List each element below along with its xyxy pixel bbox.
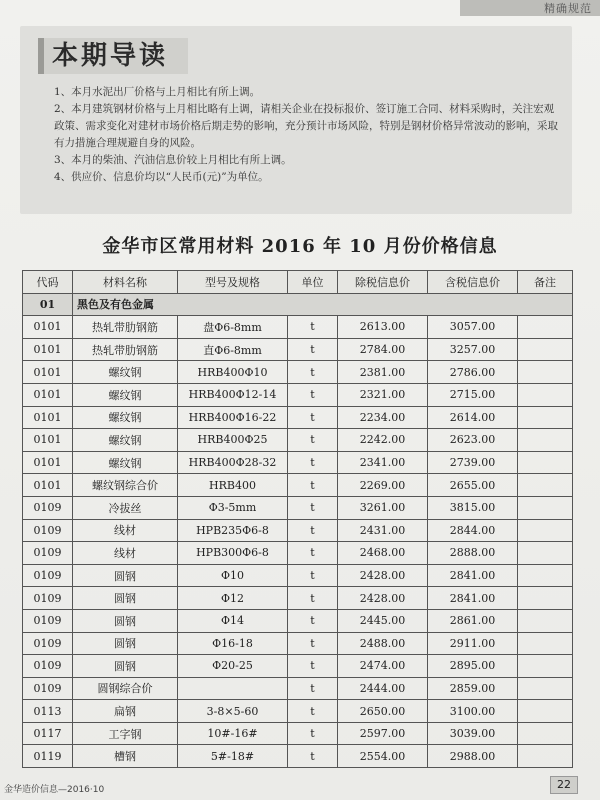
category-code: 01 xyxy=(23,293,73,316)
page-number: 22 xyxy=(550,776,578,794)
cell-spec: 直Φ6-8mm xyxy=(178,338,288,361)
cell-note xyxy=(518,338,573,361)
cell-inc-tax: 2988.00 xyxy=(428,745,518,768)
table-row xyxy=(23,745,573,768)
cell-inc-tax: 2859.00 xyxy=(428,677,518,700)
table-row xyxy=(23,383,573,406)
cell-name: 槽钢 xyxy=(73,745,178,768)
intro-paragraph: 1、本月水泥出厂价格与上月相比有所上调。 xyxy=(54,86,261,98)
table-row xyxy=(23,632,573,655)
cell-code: 0119 xyxy=(23,745,73,768)
intro-paragraph: 2、本月建筑钢材价格与上月相比略有上调，请相关企业在投标报价、签订施工合同、材料采购时，关注宏观政策、需求变化对建材市场价格后期走势的影响，充分预计市场风险，特别是钢材价格异常波动的影响，采取有力措施合理规避自身的风险。 xyxy=(54,103,558,149)
cell-code: 0101 xyxy=(23,451,73,474)
table-row xyxy=(23,564,573,587)
table-row xyxy=(23,587,573,610)
cell-note xyxy=(518,632,573,655)
cell-unit: t xyxy=(288,474,338,497)
cell-unit: t xyxy=(288,700,338,723)
cell-spec: Φ16-18 xyxy=(178,632,288,655)
cell-note xyxy=(518,406,573,429)
table-row xyxy=(23,338,573,361)
cell-spec: Φ12 xyxy=(178,587,288,610)
cell-inc-tax: 2888.00 xyxy=(428,542,518,565)
col-header-inc-tax: 含税信息价 xyxy=(428,271,518,294)
cell-note xyxy=(518,609,573,632)
cell-ex-tax: 2321.00 xyxy=(338,383,428,406)
col-header-spec: 型号及规格 xyxy=(178,271,288,294)
cell-unit: t xyxy=(288,655,338,678)
cell-code: 0101 xyxy=(23,383,73,406)
col-header-ex-tax: 除税信息价 xyxy=(338,271,428,294)
cell-note xyxy=(518,542,573,565)
price-table xyxy=(22,270,573,768)
cell-ex-tax: 2381.00 xyxy=(338,361,428,384)
cell-ex-tax: 2784.00 xyxy=(338,338,428,361)
intro-paragraph: 3、本月的柴油、汽油信息价较上月相比有所上调。 xyxy=(54,154,292,166)
cell-code: 0117 xyxy=(23,722,73,745)
intro-box xyxy=(20,26,572,214)
table-row xyxy=(23,722,573,745)
cell-code: 0109 xyxy=(23,542,73,565)
cell-name: 工字钢 xyxy=(73,722,178,745)
cell-spec: Φ14 xyxy=(178,609,288,632)
table-row xyxy=(23,316,573,339)
header-strip xyxy=(460,0,600,16)
table-header-row xyxy=(23,271,573,294)
table-row xyxy=(23,361,573,384)
cell-ex-tax: 2234.00 xyxy=(338,406,428,429)
cell-inc-tax: 3257.00 xyxy=(428,338,518,361)
cell-note xyxy=(518,722,573,745)
cell-unit: t xyxy=(288,338,338,361)
cell-inc-tax: 2715.00 xyxy=(428,383,518,406)
cell-spec: Φ3-5mm xyxy=(178,496,288,519)
cell-name: 螺纹钢 xyxy=(73,406,178,429)
cell-unit: t xyxy=(288,383,338,406)
table-title: 金华市区常用材料 2016 年 10 月份价格信息 xyxy=(102,236,498,257)
cell-name: 圆钢 xyxy=(73,632,178,655)
cell-ex-tax: 2597.00 xyxy=(338,722,428,745)
cell-unit: t xyxy=(288,609,338,632)
table-row xyxy=(23,429,573,452)
cell-ex-tax: 2428.00 xyxy=(338,564,428,587)
cell-spec: HPB300Φ6-8 xyxy=(178,542,288,565)
cell-inc-tax: 2614.00 xyxy=(428,406,518,429)
cell-ex-tax: 2488.00 xyxy=(338,632,428,655)
table-row xyxy=(23,519,573,542)
cell-ex-tax: 2444.00 xyxy=(338,677,428,700)
cell-inc-tax: 3100.00 xyxy=(428,700,518,723)
cell-name: 热轧带肋钢筋 xyxy=(73,338,178,361)
cell-ex-tax: 2428.00 xyxy=(338,587,428,610)
cell-spec: HRB400Φ28-32 xyxy=(178,451,288,474)
col-header-note: 备注 xyxy=(518,271,573,294)
cell-unit: t xyxy=(288,745,338,768)
table-row xyxy=(23,496,573,519)
cell-unit: t xyxy=(288,722,338,745)
cell-name: 圆钢 xyxy=(73,587,178,610)
cell-inc-tax: 2655.00 xyxy=(428,474,518,497)
cell-name: 线材 xyxy=(73,519,178,542)
cell-name: 圆钢 xyxy=(73,609,178,632)
cell-spec: Φ10 xyxy=(178,564,288,587)
cell-inc-tax: 2844.00 xyxy=(428,519,518,542)
cell-inc-tax: 2861.00 xyxy=(428,609,518,632)
cell-note xyxy=(518,383,573,406)
cell-code: 0109 xyxy=(23,587,73,610)
cell-note xyxy=(518,474,573,497)
cell-spec: 3-8×5-60 xyxy=(178,700,288,723)
cell-code: 0101 xyxy=(23,474,73,497)
cell-ex-tax: 2554.00 xyxy=(338,745,428,768)
cell-note xyxy=(518,316,573,339)
cell-note xyxy=(518,361,573,384)
cell-name: 扁钢 xyxy=(73,700,178,723)
cell-code: 0101 xyxy=(23,406,73,429)
category-name: 黑色及有色金属 xyxy=(73,293,573,316)
cell-note xyxy=(518,519,573,542)
cell-code: 0109 xyxy=(23,609,73,632)
cell-spec: HRB400Φ16-22 xyxy=(178,406,288,429)
table-row xyxy=(23,542,573,565)
cell-code: 0109 xyxy=(23,677,73,700)
cell-unit: t xyxy=(288,429,338,452)
cell-unit: t xyxy=(288,496,338,519)
intro-body xyxy=(54,84,562,186)
cell-unit: t xyxy=(288,361,338,384)
cell-ex-tax: 2269.00 xyxy=(338,474,428,497)
cell-note xyxy=(518,745,573,768)
cell-note xyxy=(518,429,573,452)
intro-title: 本期导读 xyxy=(38,38,188,74)
cell-ex-tax: 2613.00 xyxy=(338,316,428,339)
cell-spec: HRB400 xyxy=(178,474,288,497)
cell-inc-tax: 3039.00 xyxy=(428,722,518,745)
cell-name: 圆钢综合价 xyxy=(73,677,178,700)
cell-code: 0101 xyxy=(23,361,73,384)
cell-unit: t xyxy=(288,587,338,610)
cell-code: 0113 xyxy=(23,700,73,723)
cell-ex-tax: 2468.00 xyxy=(338,542,428,565)
table-row xyxy=(23,655,573,678)
table-row xyxy=(23,677,573,700)
table-row xyxy=(23,406,573,429)
cell-inc-tax: 2739.00 xyxy=(428,451,518,474)
cell-inc-tax: 2895.00 xyxy=(428,655,518,678)
cell-spec: Φ20-25 xyxy=(178,655,288,678)
cell-inc-tax: 3815.00 xyxy=(428,496,518,519)
cell-code: 0101 xyxy=(23,316,73,339)
cell-note xyxy=(518,677,573,700)
cell-ex-tax: 2431.00 xyxy=(338,519,428,542)
cell-unit: t xyxy=(288,451,338,474)
cell-ex-tax: 2445.00 xyxy=(338,609,428,632)
table-row xyxy=(23,700,573,723)
cell-spec: 10#-16# xyxy=(178,722,288,745)
cell-note xyxy=(518,587,573,610)
cell-spec: HRB400Φ10 xyxy=(178,361,288,384)
cell-name: 螺纹钢 xyxy=(73,361,178,384)
cell-name: 线材 xyxy=(73,542,178,565)
cell-code: 0109 xyxy=(23,632,73,655)
cell-ex-tax: 2650.00 xyxy=(338,700,428,723)
cell-note xyxy=(518,655,573,678)
cell-code: 0109 xyxy=(23,519,73,542)
cell-unit: t xyxy=(288,519,338,542)
cell-inc-tax: 3057.00 xyxy=(428,316,518,339)
category-row xyxy=(23,293,573,316)
cell-name: 圆钢 xyxy=(73,564,178,587)
cell-note xyxy=(518,564,573,587)
intro-paragraph: 4、供应价、信息价均以“人民币(元)”为单位。 xyxy=(54,171,269,183)
cell-inc-tax: 2786.00 xyxy=(428,361,518,384)
cell-name: 螺纹钢 xyxy=(73,451,178,474)
cell-spec: HPB235Φ6-8 xyxy=(178,519,288,542)
cell-ex-tax: 3261.00 xyxy=(338,496,428,519)
cell-code: 0109 xyxy=(23,496,73,519)
cell-ex-tax: 2242.00 xyxy=(338,429,428,452)
cell-code: 0109 xyxy=(23,655,73,678)
table-row xyxy=(23,451,573,474)
col-header-unit: 单位 xyxy=(288,271,338,294)
header-corner-text: 精确规范 xyxy=(544,2,592,15)
cell-spec: HRB400Φ25 xyxy=(178,429,288,452)
cell-spec: 5#-18# xyxy=(178,745,288,768)
cell-inc-tax: 2911.00 xyxy=(428,632,518,655)
col-header-name: 材料名称 xyxy=(73,271,178,294)
cell-code: 0109 xyxy=(23,564,73,587)
cell-code: 0101 xyxy=(23,429,73,452)
cell-note xyxy=(518,700,573,723)
cell-inc-tax: 2623.00 xyxy=(428,429,518,452)
cell-spec: 盘Φ6-8mm xyxy=(178,316,288,339)
cell-name: 螺纹钢综合价 xyxy=(73,474,178,497)
cell-unit: t xyxy=(288,632,338,655)
cell-note xyxy=(518,451,573,474)
cell-name: 螺纹钢 xyxy=(73,383,178,406)
cell-unit: t xyxy=(288,677,338,700)
table-row xyxy=(23,609,573,632)
cell-name: 冷拔丝 xyxy=(73,496,178,519)
cell-spec xyxy=(178,677,288,700)
cell-spec: HRB400Φ12-14 xyxy=(178,383,288,406)
cell-name: 螺纹钢 xyxy=(73,429,178,452)
cell-code: 0101 xyxy=(23,338,73,361)
cell-inc-tax: 2841.00 xyxy=(428,564,518,587)
col-header-code: 代码 xyxy=(23,271,73,294)
cell-inc-tax: 2841.00 xyxy=(428,587,518,610)
cell-ex-tax: 2474.00 xyxy=(338,655,428,678)
cell-name: 热轧带肋钢筋 xyxy=(73,316,178,339)
cell-unit: t xyxy=(288,316,338,339)
cell-unit: t xyxy=(288,542,338,565)
cell-unit: t xyxy=(288,406,338,429)
table-row xyxy=(23,474,573,497)
publication-name: 金华造价信息—2016·10 xyxy=(4,785,105,795)
cell-ex-tax: 2341.00 xyxy=(338,451,428,474)
cell-note xyxy=(518,496,573,519)
cell-unit: t xyxy=(288,564,338,587)
cell-name: 圆钢 xyxy=(73,655,178,678)
